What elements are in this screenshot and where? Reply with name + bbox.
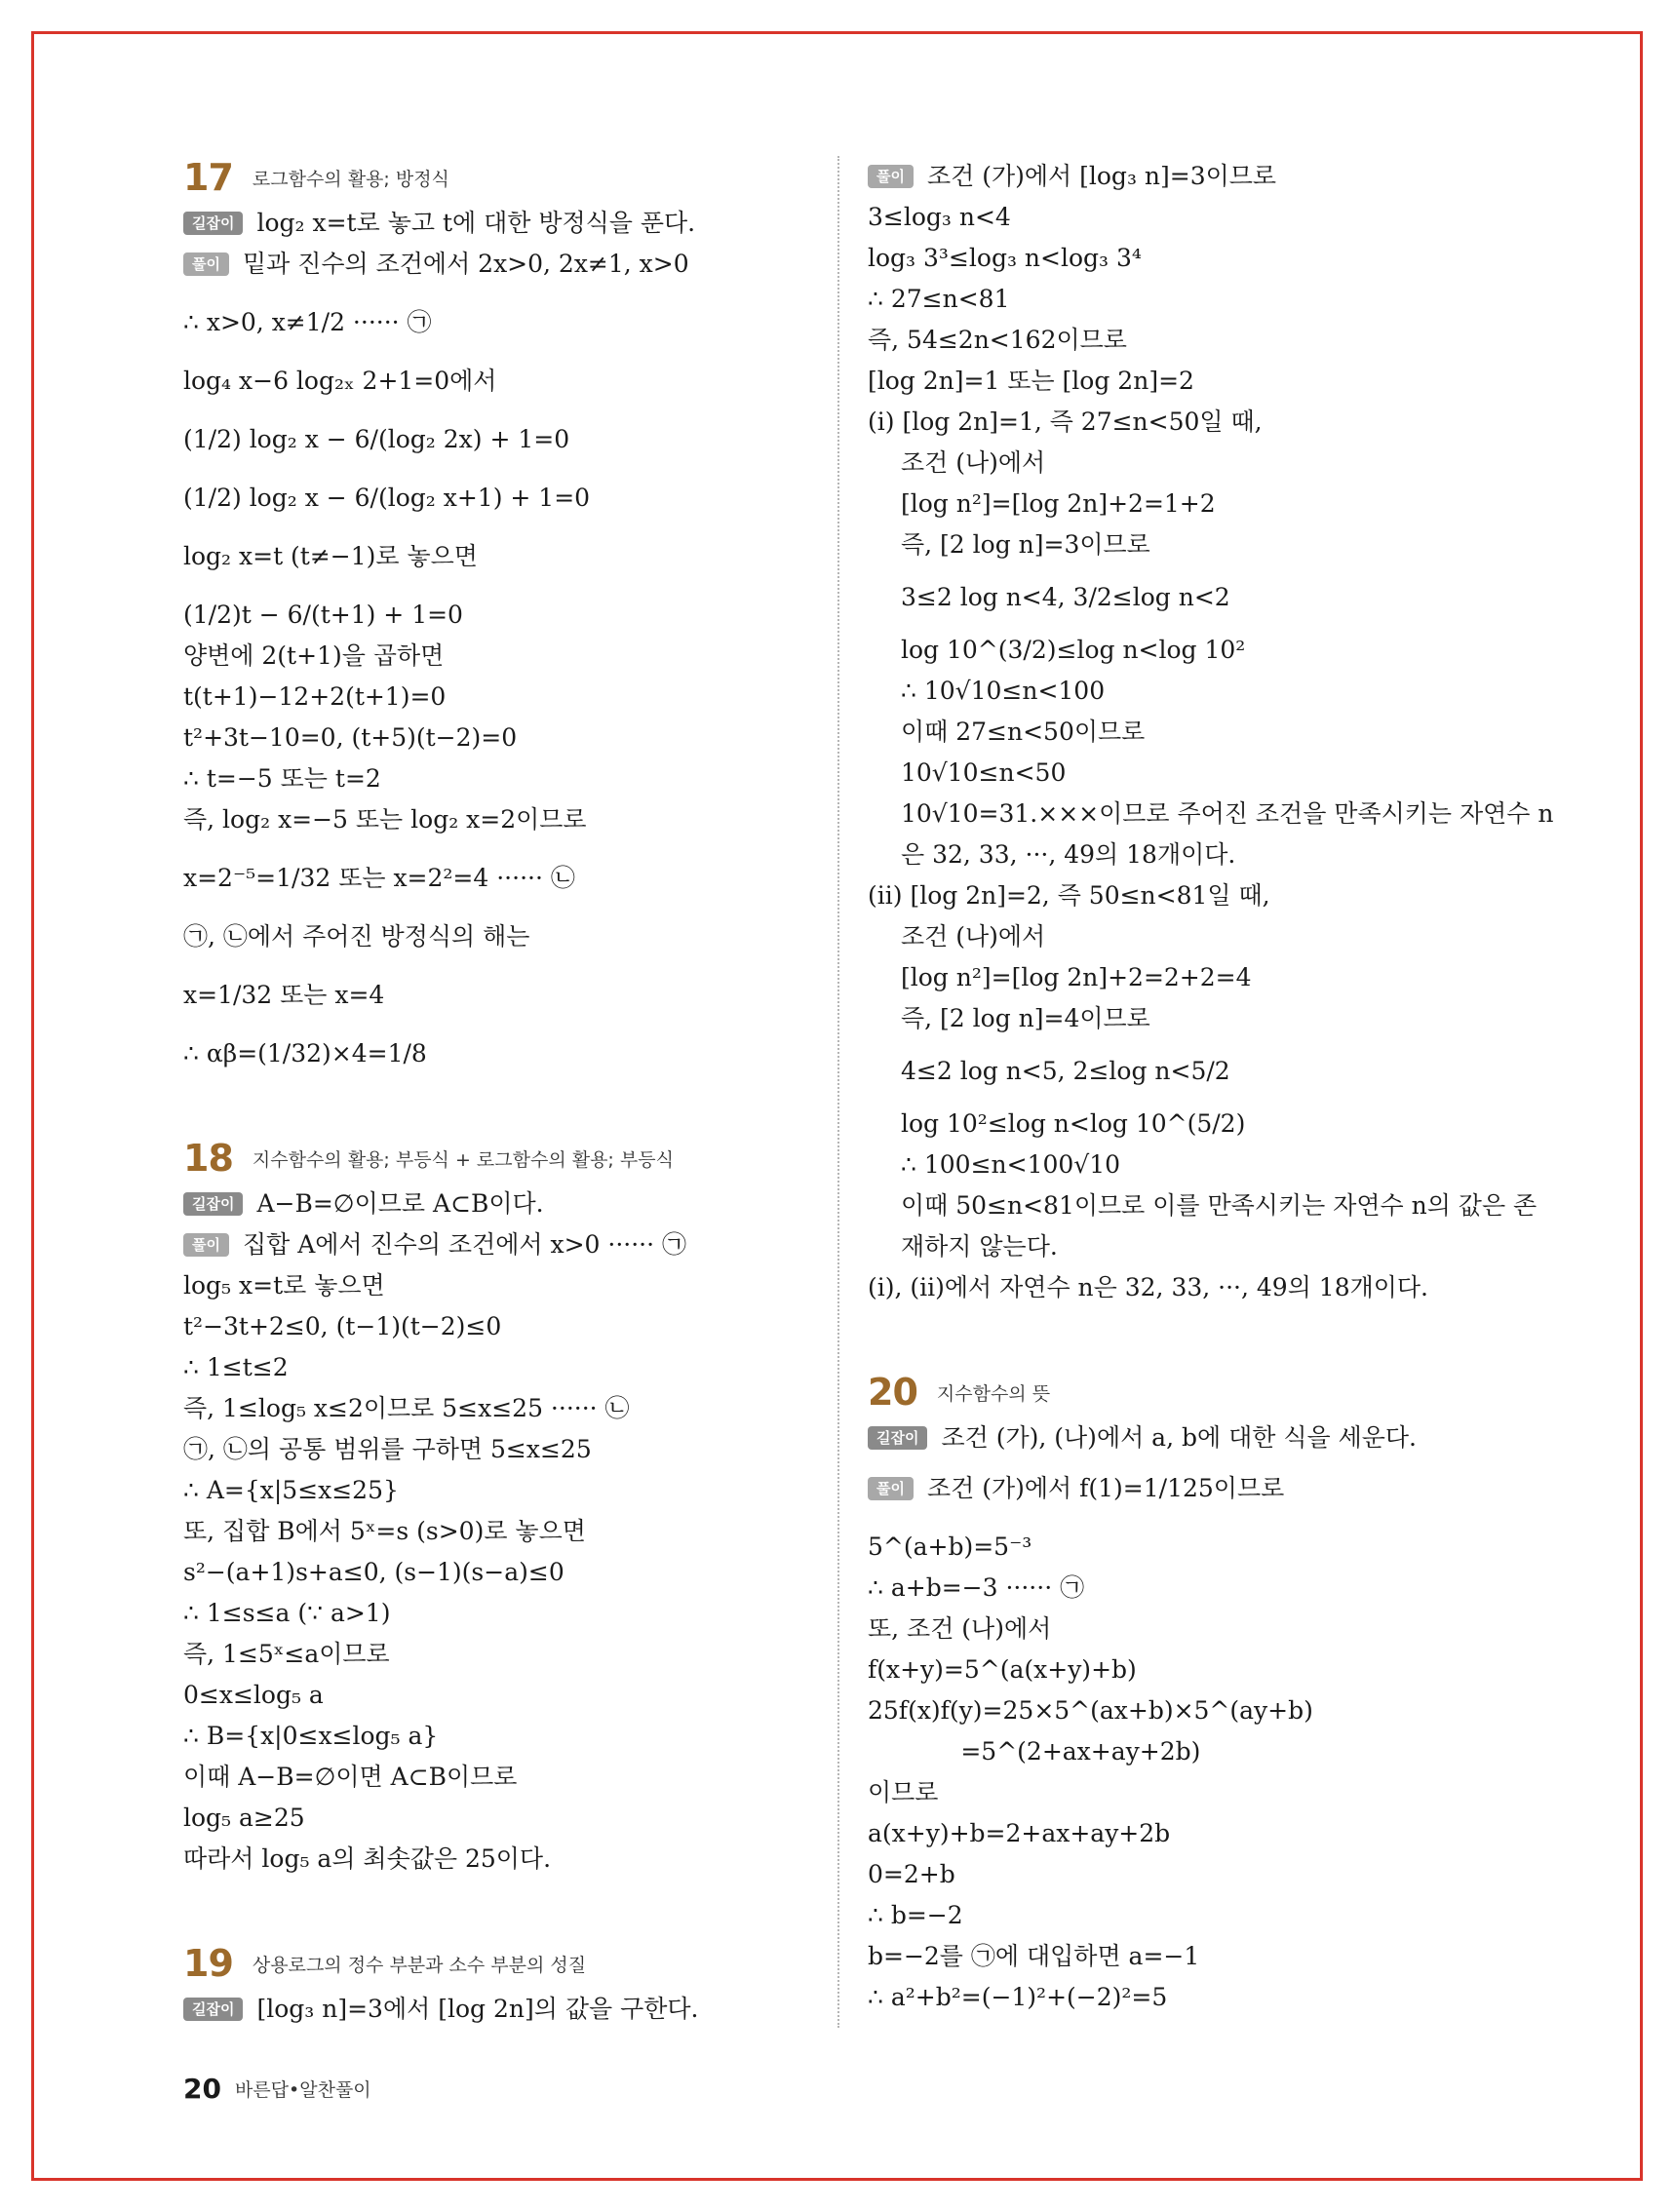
solution-step: log₃ 3³≤log₃ n<log₃ 3⁴ [868,244,1142,272]
solution-step: 재하지 않는다. [901,1232,1058,1261]
solution-step: 따라서 log₅ a의 최솟값은 25이다. [183,1844,552,1873]
problem-number: 20 [868,1371,917,1414]
solution-step: [log n²]=[log 2n]+2=1+2 [901,489,1216,518]
page-footer [183,2073,371,2105]
page-number: 20 [183,2073,221,2105]
solution-step: 이때 50≤n<81이므로 이를 만족시키는 자연수 n의 값은 존 [901,1191,1538,1220]
hint-line [183,203,807,244]
solution-step: 3≤log₃ n<4 [868,203,1011,231]
problem-number: 18 [183,1137,233,1180]
solution-step: ∴ a+b=−3 ······ ㉠ [868,1573,1085,1602]
hint-text: 조건 (가), (나)에서 a, b에 대한 식을 세운다. [941,1423,1417,1452]
problem-number: 19 [183,1942,233,1985]
problem-topic: 지수함수의 뜻 [936,1382,1051,1405]
solution-step: ∴ 1≤s≤a (∵ a>1) [183,1599,391,1627]
solution-step: 즉, log₂ x=−5 또는 log₂ x=2이므로 [183,805,587,834]
solution-step: t(t+1)−12+2(t+1)=0 [183,682,447,711]
solution-step: t²+3t−10=0, (t+5)(t−2)=0 [183,723,518,752]
solution-text: 집합 A에서 진수의 조건에서 x>0 ······ ㉠ [242,1230,687,1259]
solution-step: 즉, [2 log n]=4이므로 [901,1004,1150,1032]
solution-step: (1/2) log₂ x − 6/(log₂ 2x) + 1=0 [183,425,570,453]
solution-step: x=1/32 또는 x=4 [183,981,385,1009]
solution-step: (1/2) log₂ x − 6/(log₂ x+1) + 1=0 [183,484,591,512]
solution-step: f(x+y)=5^(a(x+y)+b) [868,1655,1137,1684]
solution-step: s²−(a+1)s+a≤0, (s−1)(s−a)≤0 [183,1558,564,1586]
hint-tag: 길잡이 [868,1426,927,1450]
solution-step: 조건 (나)에서 [901,448,1046,477]
book-title: 바른답•알찬풀이 [234,2079,371,2101]
column-divider [837,156,839,2028]
hint-line [183,1989,807,2030]
solution-step: 이때 A−B=∅이면 A⊂B이므로 [183,1763,518,1791]
solution-step: log 10^(3/2)≤log n<log 10² [901,636,1246,664]
solution-step: (ii) [log 2n]=2, 즉 50≤n<81일 때, [868,881,1270,910]
hint-text: log₂ x=t로 놓고 t에 대한 방정식을 푼다. [256,209,696,237]
solution-line [868,156,1511,197]
solution-step: ∴ B={x|0≤x≤log₅ a} [183,1722,439,1750]
problem-topic: 로그함수의 활용; 방정식 [252,168,449,190]
solution-step: ∴ t=−5 또는 t=2 [183,764,381,793]
hint-tag: 길잡이 [183,212,243,235]
solution-step: 또, 조건 (나)에서 [868,1614,1052,1643]
solution-step: 3≤2 log n<4, 3/2≤log n<2 [901,583,1230,611]
left-column [183,156,807,2030]
solution-step: ∴ A={x|5≤x≤25} [183,1476,399,1504]
solution-tag: 풀이 [183,252,229,276]
solution-step: log₅ x=t로 놓으면 [183,1271,385,1300]
solution-line [868,1468,1511,1509]
solution-conclusion: (i), (ii)에서 자연수 n은 32, 33, ···, 49의 18개이다. [868,1273,1428,1301]
solution-step: 0=2+b [868,1860,955,1888]
solution-step: 조건 (나)에서 [901,922,1046,951]
solution-step: b=−2를 ㉠에 대입하면 a=−1 [868,1942,1200,1970]
hint-tag: 길잡이 [183,1192,243,1216]
solution-step: log 10²≤log n<log 10^(5/2) [901,1109,1246,1138]
solution-step: ∴ b=−2 [868,1901,963,1929]
solution-step: ∴ 1≤t≤2 [183,1353,289,1381]
solution-step: ∴ a²+b²=(−1)²+(−2)²=5 [868,1983,1168,2011]
solution-step: 5^(a+b)=5⁻³ [868,1533,1032,1561]
solution-step: 10√10=31.×××이므로 주어진 조건을 만족시키는 자연수 n [901,799,1554,828]
solution-step: ∴ 100≤n<100√10 [901,1150,1121,1179]
solution-step: 즉, 54≤2n<162이므로 [868,326,1127,354]
problem-number: 17 [183,156,233,199]
solution-step: ∴ x>0, x≠1/2 ······ ㉠ [183,308,432,336]
solution-step: t²−3t+2≤0, (t−1)(t−2)≤0 [183,1312,502,1340]
solution-step: 0≤x≤log₅ a [183,1681,324,1709]
hint-text: [log₃ n]=3에서 [log 2n]의 값을 구한다. [256,1995,699,2023]
solution-step: [log 2n]=1 또는 [log 2n]=2 [868,367,1194,395]
problem-topic: 상용로그의 정수 부분과 소수 부분의 성질 [252,1954,587,1976]
solution-step: 즉, [2 log n]=3이므로 [901,530,1150,559]
solution-line [183,244,807,285]
problem-20-header [868,1371,1511,1414]
solution-step: (i) [log 2n]=1, 즉 27≤n<50일 때, [868,407,1263,436]
hint-text: A−B=∅이므로 A⊂B이다. [256,1189,544,1218]
solution-step: (1/2)t − 6/(t+1) + 1=0 [183,601,463,629]
problem-topic: 지수함수의 활용; 부등식 + 로그함수의 활용; 부등식 [252,1148,674,1171]
solution-step: 즉, 1≤log₅ x≤2이므로 5≤x≤25 ······ ㉡ [183,1394,630,1422]
solution-text: 밑과 진수의 조건에서 2x>0, 2x≠1, x>0 [242,250,689,278]
solution-step: 또, 집합 B에서 5ˣ=s (s>0)로 놓으면 [183,1517,586,1545]
solution-step: 양변에 2(t+1)을 곱하면 [183,641,445,670]
solution-step: 이때 27≤n<50이므로 [901,718,1146,746]
solution-step: 25f(x)f(y)=25×5^(ax+b)×5^(ay+b) [868,1696,1313,1725]
solution-step: ∴ 10√10≤n<100 [901,677,1106,705]
problem-19-header [183,1942,807,1985]
solution-step: 즉, 1≤5ˣ≤a이므로 [183,1640,390,1668]
solution-step: ㉠, ㉡의 공통 범위를 구하면 5≤x≤25 [183,1435,592,1463]
solution-step: ∴ 27≤n<81 [868,285,1010,313]
solution-step: 4≤2 log n<5, 2≤log n<5/2 [901,1057,1230,1085]
hint-tag: 길잡이 [183,1998,243,2021]
solution-text: 조건 (가)에서 [log₃ n]=3이므로 [926,162,1277,190]
solution-step: a(x+y)+b=2+ax+ay+2b [868,1819,1171,1847]
problem-18-header [183,1137,807,1180]
solution-step: ∴ αβ=(1/32)×4=1/8 [183,1039,427,1067]
solution-tag: 풀이 [183,1233,229,1257]
solution-line [183,1224,807,1265]
solution-text: 조건 (가)에서 f(1)=1/125이므로 [926,1474,1285,1502]
hint-line [183,1184,807,1224]
solution-step: 은 32, 33, ···, 49의 18개이다. [901,840,1236,869]
solution-step: [log n²]=[log 2n]+2=2+2=4 [901,963,1252,991]
solution-step: log₄ x−6 log₂ₓ 2+1=0에서 [183,367,497,395]
solution-tag: 풀이 [868,1477,914,1500]
solution-step: x=2⁻⁵=1/32 또는 x=2²=4 ······ ㉡ [183,864,575,892]
solution-step: log₅ a≥25 [183,1804,305,1832]
solution-step: ㉠, ㉡에서 주어진 방정식의 해는 [183,922,530,951]
right-column [868,156,1554,2018]
solution-step: =5^(2+ax+ay+2b) [868,1737,1201,1766]
solution-step: 10√10≤n<50 [901,758,1067,787]
hint-line [868,1417,1511,1458]
solution-tag: 풀이 [868,165,914,188]
problem-17-header [183,156,807,199]
solution-step: 이므로 [868,1778,939,1806]
solution-step: log₂ x=t (t≠−1)로 놓으면 [183,542,478,570]
